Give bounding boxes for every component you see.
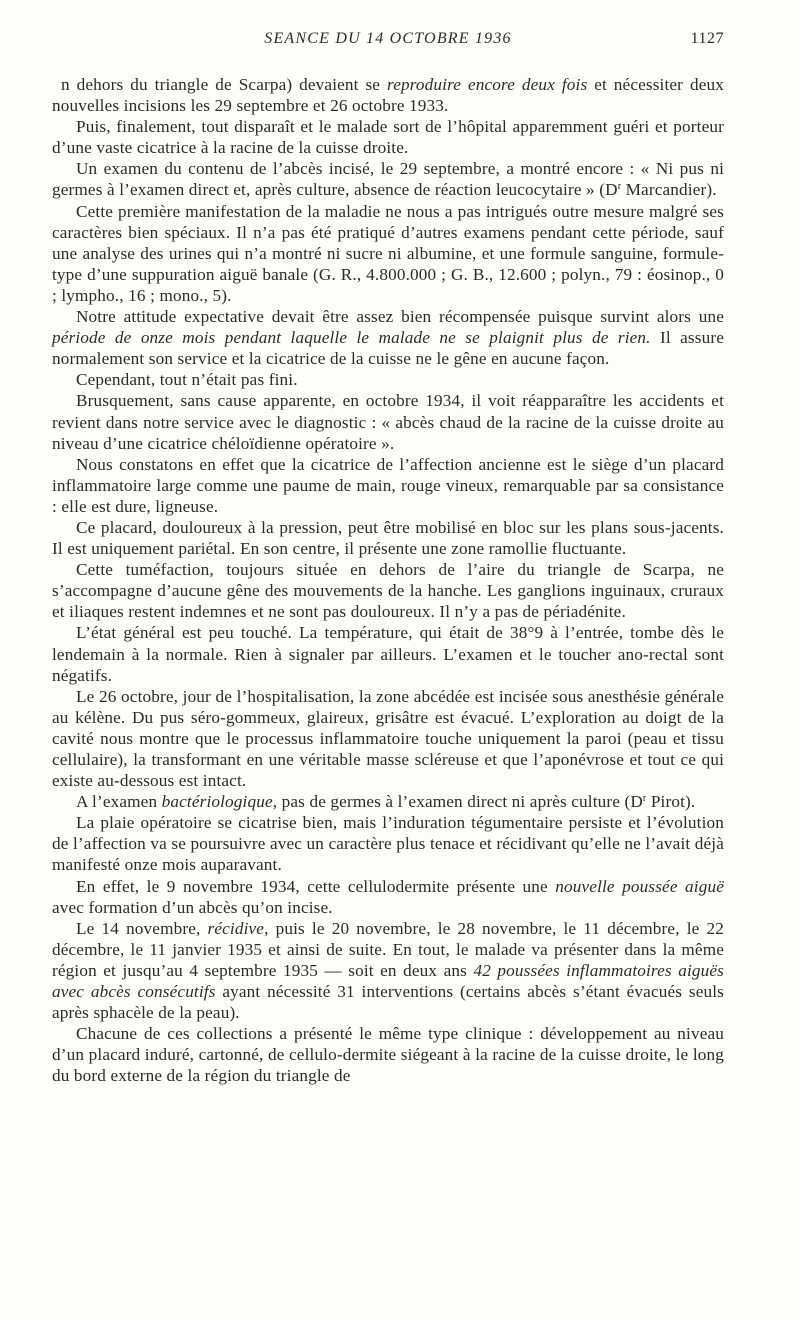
paragraph — [52, 918, 724, 1023]
paragraph — [52, 1023, 724, 1086]
running-head — [52, 30, 724, 52]
text-run: Un examen du contenu de l’abcès incisé, le 29 septembre, a montré encore : « Ni pus ni germes à l’examen direct et, après culture, absence de réaction leucocytaire » (D — [52, 159, 724, 200]
italic-text: bactériologique — [161, 792, 273, 812]
paragraph — [52, 306, 724, 369]
text-run: Cependant, tout n’était pas fini. — [76, 370, 298, 390]
paragraph — [52, 454, 724, 517]
text-run: Cette tuméfaction, toujours située en dehors de l’aire du triangle de Scarpa, ne s’accompagne d’aucune gêne des mouvements de la hanche. Les ganglions inguinaux, cruraux et iliaques restent indemnes et ne sont pas douloureux. Il n’y a pas de périadénite. — [52, 560, 724, 622]
paragraph — [52, 876, 724, 918]
text-run: La plaie opératoire se cicatrise bien, mais l’induration tégumentaire persiste et l’évolution de l’affection va se poursuivre avec un caractère plus tenace et récidivant qu’elle ne l’avait déjà manifesté onze mois auparavant. — [52, 813, 724, 875]
paragraph — [52, 517, 724, 559]
italic-text: nouvelle poussée aiguë — [555, 876, 724, 896]
text-run: Ce placard, douloureux à la pression, peut être mobilisé en bloc sur les plans sous-jacents. Il est uniquement pariétal. En son centre, il présente une zone ramollie fluctuante. — [52, 517, 724, 559]
text-run: , pas de germes à l’examen direct ni après culture (D — [272, 792, 643, 812]
superscript: r — [642, 793, 647, 805]
text-run: Nous constatons en effet que la cicatrice de l’affection ancienne est le siège d’un placard inflammatoire large comme une paume de main, rouge vineux, remarquable par sa consistance : elle est dure, ligneuse. — [52, 454, 724, 516]
text-run: Cette première manifestation de la maladie ne nous a pas intrigués outre mesure malgré ses caractères bien spéciaux. Il n’a pas été pratiqué d’autres examens pendant cette période, sauf une analyse des urines qui n’a montré ni sucre ni albumine, et une formule sanguine, formule-type d’une suppuration aiguë banale (G. R., 4.800.000 ; G. B., 12.600 ; polyn., 79 : éosinop., 0 ; lympho., 16 ; mono., 5). — [52, 201, 724, 305]
text-run: n dehors du triangle de Scarpa) devaient se — [61, 75, 387, 94]
text-run: En effet, le 9 novembre 1934, cette cellulodermite présente une — [76, 876, 556, 896]
paragraph — [52, 116, 724, 158]
text-run: Puis, finalement, tout disparaît et le malade sort de l’hôpital apparemment guéri et porteur d’une vaste cicatrice à la racine de la cuisse droite. — [52, 117, 724, 158]
text-run: Brusquement, sans cause apparente, en octobre 1934, il voit réapparaître les accidents et revient dans notre service avec le diagnostic : « abcès chaud de la racine de la cuisse droite au niveau d’une cicatrice chéloïdienne opératoire ». — [52, 391, 724, 453]
italic-text: reproduire encore deux fois — [387, 75, 588, 94]
paragraph — [52, 812, 724, 875]
paragraph — [52, 559, 724, 622]
paragraph — [52, 390, 724, 453]
page-number: 1127 — [690, 30, 724, 47]
italic-text: 42 poussées inflammatoires aiguës avec abcès consécutifs — [52, 960, 724, 1002]
paragraph — [52, 201, 724, 306]
paragraph — [52, 369, 724, 390]
paragraph — [52, 686, 724, 791]
paragraph — [52, 791, 724, 812]
text-run: L’état général est peu touché. La température, qui était de 38°9 à l’entrée, tombe dès le lendemain à la normale. Rien à signaler par ailleurs. L’examen et le toucher ano-rectal sont négatifs. — [52, 623, 724, 685]
text-run: A l’examen — [76, 792, 162, 812]
paragraph — [52, 74, 724, 116]
text-run: Le 14 novembre, — [76, 918, 208, 938]
italic-text: récidive — [207, 918, 265, 938]
text-run: Chacune de ces collections a présenté le même type clinique : développement au niveau d’un placard induré, cartonné, de cellulo-dermite siégeant à la racine de la cuisse droite, le long du bord externe de la région du triangle de — [52, 1024, 724, 1086]
running-title: SEANCE DU 14 OCTOBRE 1936 — [264, 30, 512, 47]
text-run: Pirot). — [646, 792, 696, 812]
text-run: Marcandier). — [621, 180, 717, 200]
text-run: Il assure normalement son service et la cicatrice de la cuisse ne le gêne en aucune façon. — [52, 328, 725, 369]
text-run: et nécessiter deux nouvelles incisions les 29 septembre et 26 octobre 1933. — [52, 75, 724, 116]
body-text — [52, 74, 724, 1087]
paragraph — [52, 622, 724, 685]
text-run: , puis le 20 novembre, le 28 novembre, le 11 décembre, le 22 décembre, le 11 janvier 1935 et ainsi de suite. En tout, le malade va présenter dans la même région et jusqu’au 4 septembre 1935 — soit en deux ans — [52, 918, 724, 980]
text-run: avec formation d’un abcès qu’on incise. — [52, 897, 333, 917]
superscript: r — [617, 181, 622, 193]
text-run: Le 26 octobre, jour de l’hospitalisation, la zone abcédée est incisée sous anesthésie générale au kélène. Du pus séro-gommeux, glaireux, grisâtre est évacué. L’exploration au doigt de la cavité nous montre que le processus inflammatoire touche uniquement la paroi (peau et tissu cellulaire), la transformant en une véritable masse scléreuse et que l’aponévrose et tout ce qui existe au-dessous est intact. — [52, 686, 724, 791]
text-run: ayant nécessité 31 interventions (certains abcès s’étant évacués seuls après sphacèle de la peau). — [52, 982, 724, 1023]
text-run: Notre attitude expectative devait être assez bien récompensée puisque survint alors une — [76, 307, 724, 327]
paragraph — [52, 158, 724, 200]
italic-text: période de onze mois pendant laquelle le malade ne se plaignit plus de rien. — [52, 328, 651, 348]
